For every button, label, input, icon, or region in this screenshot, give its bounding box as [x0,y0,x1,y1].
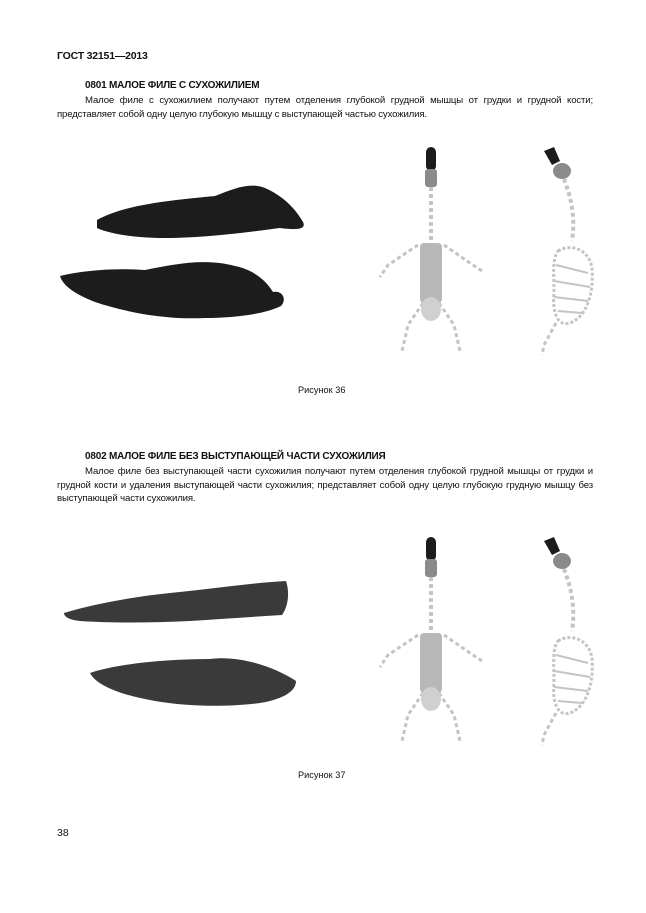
section-title-0802: 0802 МАЛОЕ ФИЛЕ БЕЗ ВЫСТУПАЮЩЕЙ ЧАСТИ СУХОЖИЛИЯ [85,451,386,462]
section-text-0802-body: Малое филе без выступающей части сухожилия получают путем отделения глубокой грудной мышцы от грудки и грудной кости и удаления выступающей части сухожилия; представляет собой одну целую глубокую грудную мышцу без выступающей части сухожилия. [57,466,593,504]
beak-marker [426,147,436,171]
tenderloin-piece-lower [60,262,284,318]
section-text-0801-body: Малое филе с сухожилием получают путем отделения глубокой грудной мышцы от грудки и грудной кости; представляет собой одну целую глубокую мышцу с выступающей частью сухожилия. [57,95,593,120]
tenderloin-no-tendon-lower [90,658,296,706]
figure-36-meat-photo [55,178,325,328]
figure-36-skeleton-front [378,145,488,360]
head-marker [425,169,437,187]
figure-37-skeleton-side [536,535,606,750]
section-title-0801: 0801 МАЛОЕ ФИЛЕ С СУХОЖИЛИЕМ [85,80,260,91]
section-text-0801 [57,94,593,121]
head-marker [425,559,437,577]
figure-36-caption: Рисунок 36 [298,385,346,395]
beak-marker-side [544,537,560,555]
breast-highlight [420,633,442,693]
breast-highlight [420,243,442,303]
document-header: ГОСТ 32151—2013 [57,50,148,62]
figure-36-skeleton-side [536,145,606,360]
figure-37-caption: Рисунок 37 [298,770,346,780]
section-text-0802 [57,465,593,506]
beak-marker-side [544,147,560,165]
page-number: 38 [57,827,69,839]
tenderloin-piece-upper [97,186,304,238]
figure-37-meat-photo [60,575,305,715]
beak-marker [426,537,436,561]
tenderloin-no-tendon-upper [64,581,288,623]
figure-37-skeleton-front [378,535,488,750]
